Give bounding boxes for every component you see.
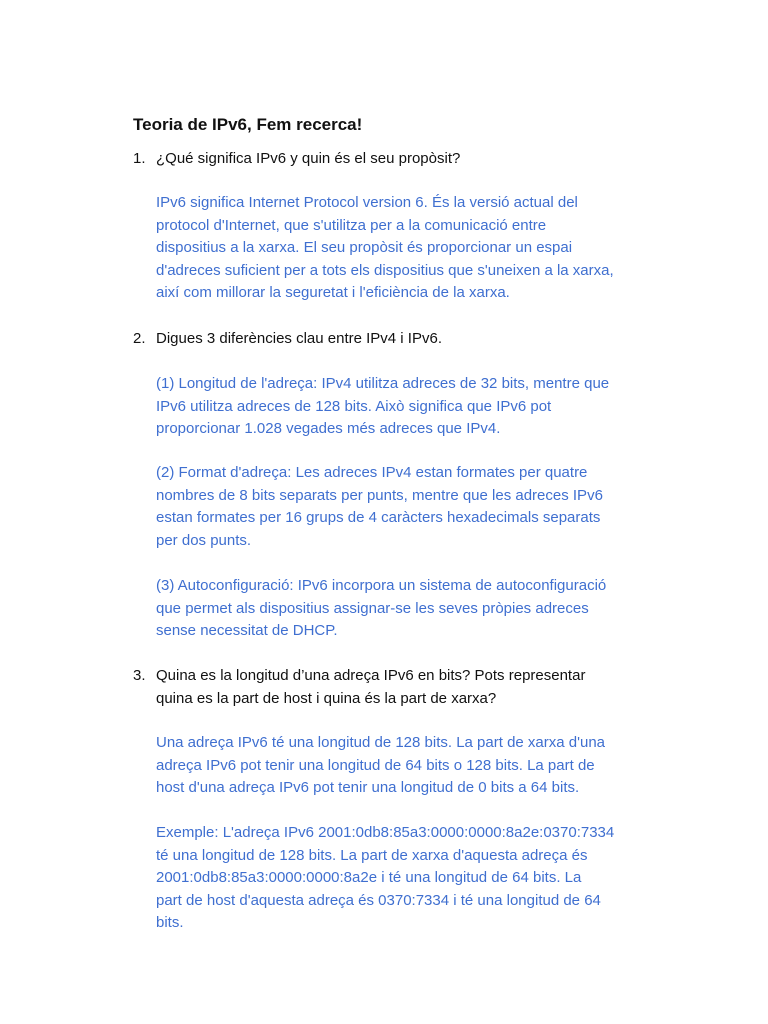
question-line: Digues 3 diferències clau entre IPv4 i IPv6.	[156, 330, 442, 347]
answer-line: sense necessitat de DHCP.	[156, 622, 338, 639]
answer-line: així com millorar la seguretat i l'eficiència de la xarxa.	[156, 284, 510, 301]
answer-line: adreça IPv6 pot tenir una longitud de 64 bits o 128 bits. La part de	[156, 756, 595, 774]
answer-line: part de host d'aquesta adreça és 0370:7334 i té una longitud de 64	[156, 891, 601, 909]
answer-line: (3) Autoconfiguració: IPv6 incorpora un sistema de autoconfiguració	[156, 577, 607, 594]
answer-line: Una adreça IPv6 té una longitud de 128 bits. La part de xarxa d'una	[156, 734, 606, 751]
answer-line: (2) Format d'adreça: Les adreces IPv4 estan formates per quatre	[156, 464, 588, 481]
question-2	[133, 328, 693, 351]
answer-line: proporcionar 1.028 vegades més adreces que IPv4.	[156, 420, 501, 437]
answer-line: d'adreces suficient per a tots els dispositius que s'uneixen a la xarxa,	[156, 261, 614, 279]
question-1	[133, 148, 693, 171]
answer-line: IPv6 significa Internet Protocol version 6. És la versió actual del	[156, 194, 578, 211]
question-number: 3.	[133, 667, 146, 684]
answer-3-item-1	[156, 732, 676, 800]
answer-2-item-2	[156, 462, 676, 552]
answer-line: nombres de 8 bits separats per punts, mentre que les adreces IPv6	[156, 486, 603, 504]
answer-line: que permet als dispositius assignar-se les seves pròpies adreces	[156, 599, 589, 617]
answer-line: bits.	[156, 914, 184, 931]
answer-line: host d'una adreça IPv6 pot tenir una longitud de 0 bits a 64 bits.	[156, 779, 580, 796]
question-line: ¿Qué significa IPv6 y quin és el seu propòsit?	[156, 150, 461, 167]
answer-1	[156, 192, 676, 305]
answer-line: protocol d'Internet, que s'utilitza per a la comunicació entre	[156, 216, 547, 234]
document-title: Teoria de IPv6, Fem recerca!	[133, 115, 363, 134]
answer-2-item-3	[156, 575, 676, 643]
question-line: quina es la part de host i quina és la part de xarxa?	[156, 689, 497, 707]
answer-3-item-2	[156, 822, 676, 935]
answer-line: Exemple: L'adreça IPv6 2001:0db8:85a3:0000:0000:8a2e:0370:7334	[156, 824, 615, 841]
question-line: Quina es la longitud d’una adreça IPv6 en bits? Pots representar	[156, 667, 586, 684]
answer-2-item-1	[156, 373, 676, 441]
answer-line: (1) Longitud de l'adreça: IPv4 utilitza adreces de 32 bits, mentre que	[156, 375, 610, 392]
answer-line: dispositius a la xarxa. El seu propòsit és proporcionar un espai	[156, 239, 573, 256]
answer-line: IPv6 utilitza adreces de 128 bits. Això significa que IPv6 pot	[156, 397, 552, 415]
answer-line: 2001:0db8:85a3:0000:0000:8a2e i té una longitud de 64 bits. La	[156, 869, 582, 886]
question-number: 1.	[133, 150, 146, 167]
answer-line: estan formates per 16 grups de 4 caràcters hexadecimals separats	[156, 509, 601, 526]
answer-line: té una longitud de 128 bits. La part de xarxa d'aquesta adreça és	[156, 846, 588, 864]
answer-line: per dos punts.	[156, 531, 252, 549]
question-number: 2.	[133, 330, 146, 347]
question-3	[133, 665, 693, 710]
